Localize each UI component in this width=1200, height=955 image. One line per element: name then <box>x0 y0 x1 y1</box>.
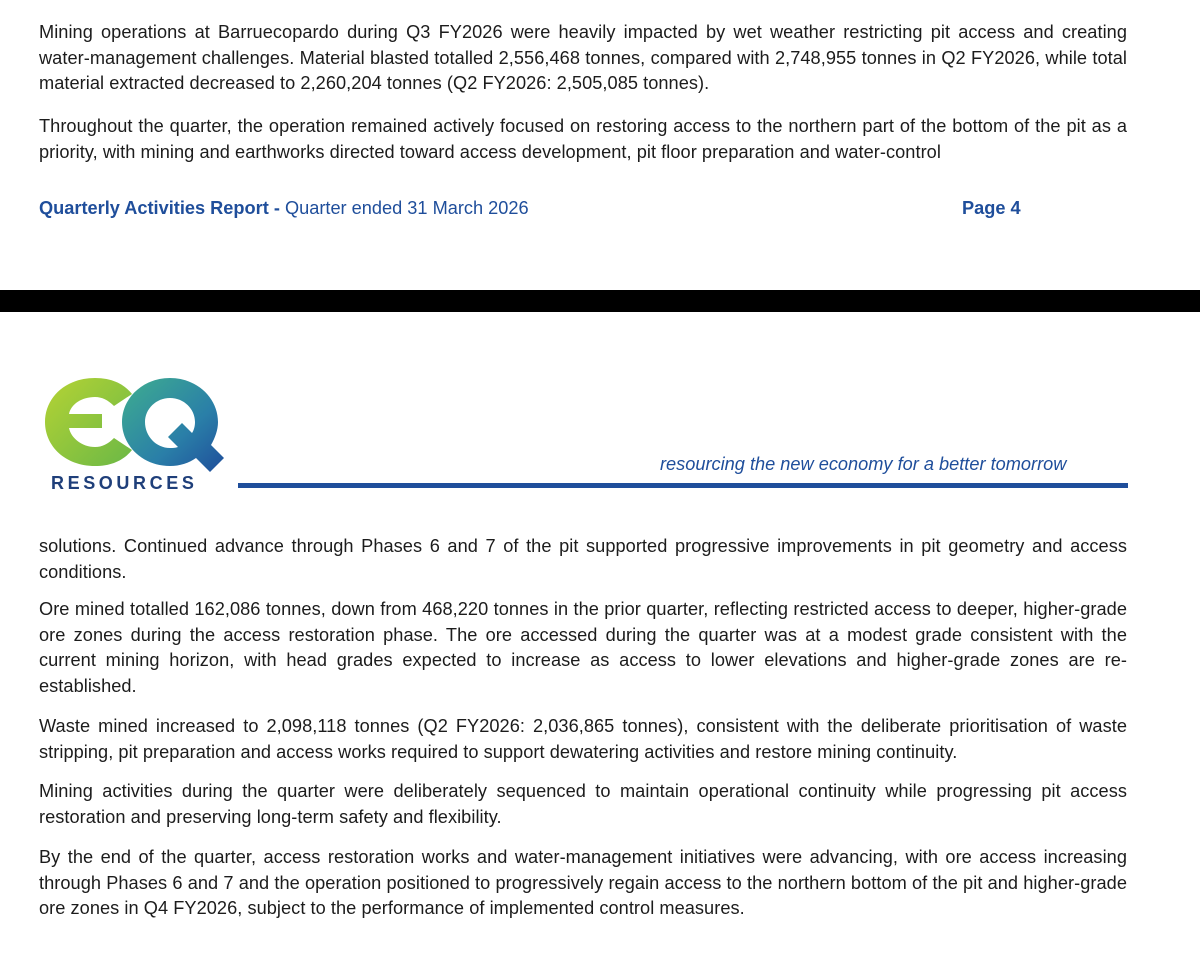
paragraph-access-restoration: Throughout the quarter, the operation remained actively focused on restoring access to the northern part of the bottom of the pit as a priority, with mining and earthworks directed toward access development, pit floor preparation and water-control <box>39 116 1127 162</box>
footer-quarter: Quarter ended 31 March 2026 <box>284 198 529 218</box>
paragraph-waste-mined: Waste mined increased to 2,098,118 tonnes (Q2 FY2026: 2,036,865 tonnes), consistent with the deliberate prioritisation of waste stripping, pit preparation and access works required to support dewatering activities and restore mining continuity. <box>39 716 1127 762</box>
header-tagline: resourcing the new economy for a better tomorrow <box>660 454 1067 474</box>
paragraph-solutions: solutions. Continued advance through Phases 6 and 7 of the pit supported progressive improvements in pit geometry and access conditions. <box>39 536 1127 582</box>
paragraph-end-of-quarter: By the end of the quarter, access restoration works and water-management initiatives were advancing, with ore access increasing through Phases 6 and 7 and the operation positioned to progressively regain access to the northern bottom of the pit and higher-grade ore zones in Q4 FY2026, subject to the performance of implemented control measures. <box>39 847 1127 918</box>
footer-page-number: Page 4 <box>962 198 1021 218</box>
paragraph-mining-operations: Mining operations at Barruecopardo during Q3 FY2026 were heavily impacted by wet weather restricting pit access and creating water-management challenges. Material blasted totalled 2,556,468 tonnes, compared with 2,748,955 tonnes in Q2 FY2026, while total material extracted decreased to 2,260,204 tonnes (Q2 FY2026: 2,505,085 tonnes). <box>39 22 1127 93</box>
footer-report-title: Quarterly Activities Report - <box>39 198 280 218</box>
paragraph-mining-activities: Mining activities during the quarter were deliberately sequenced to maintain operational continuity while progressing pit access restoration and preserving long-term safety and flexibility. <box>39 781 1127 827</box>
logo-q-shape <box>122 378 224 472</box>
page-divider <box>0 290 1200 312</box>
logo-e-shape <box>45 378 132 466</box>
paragraph-ore-mined: Ore mined totalled 162,086 tonnes, down from 468,220 tonnes in the prior quarter, reflecting restricted access to deeper, higher-grade ore zones during the access restoration phase. The ore accessed during the quarter was at a modest grade consistent with the current mining horizon, with head grades expected to increase as access to lower elevations and higher-grade zones are re-established. <box>39 599 1127 696</box>
top-page <box>0 0 1200 290</box>
logo-resources-text: RESOURCES <box>51 473 198 493</box>
page-footer-title <box>39 196 529 220</box>
header-rule <box>238 483 1128 488</box>
